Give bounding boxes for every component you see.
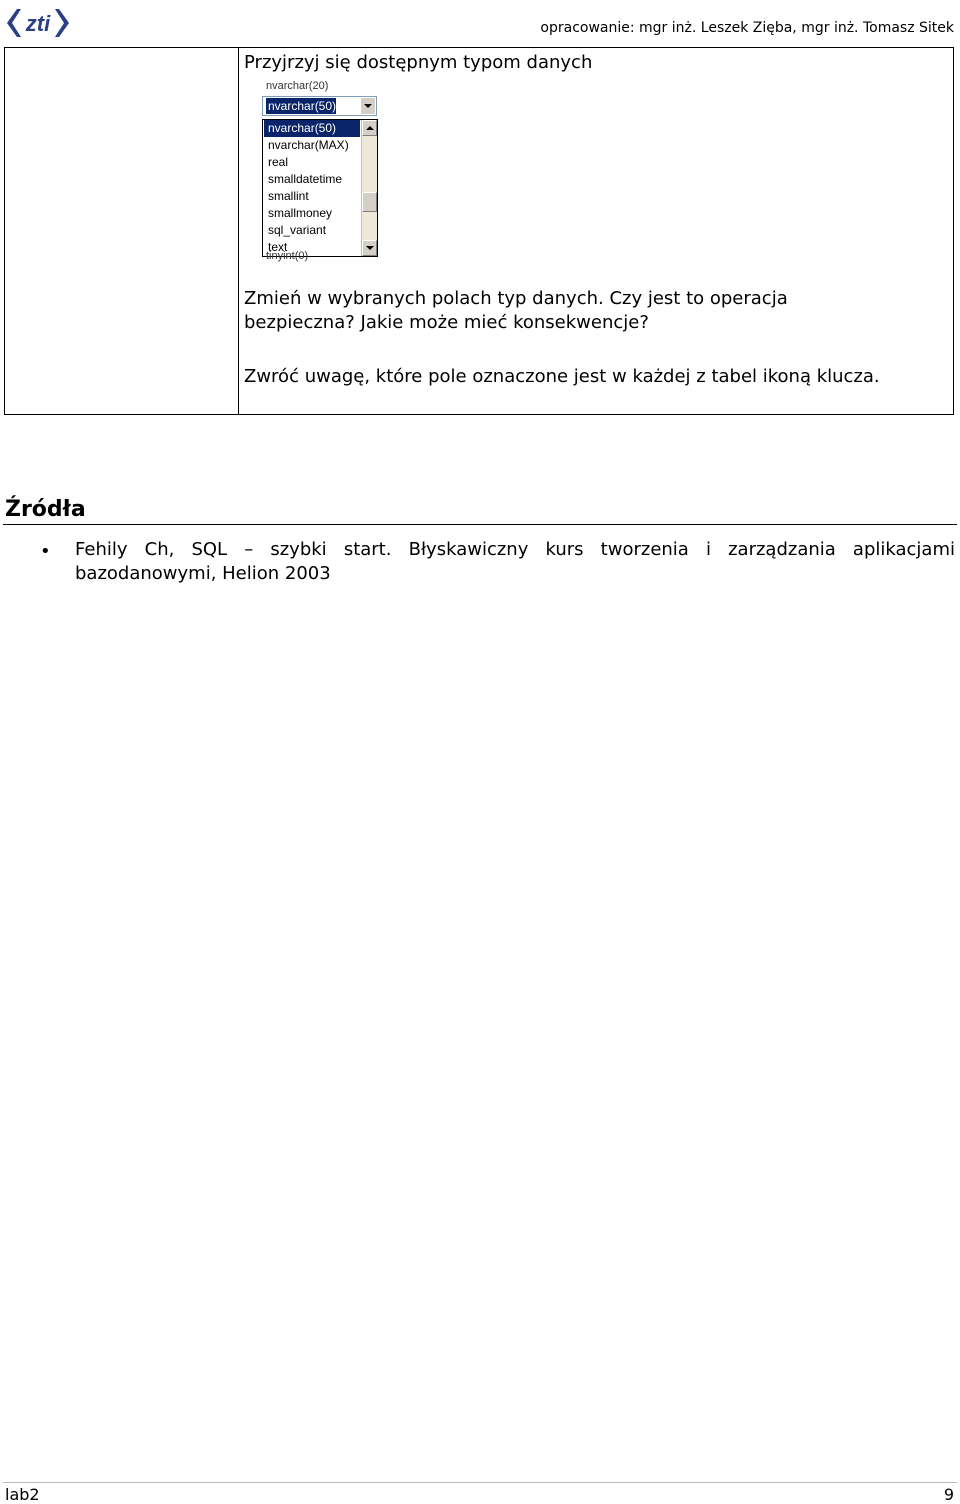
table-column-divider: [238, 47, 239, 415]
task-key-icon: Zwróć uwagę, które pole oznaczone jest w każdej z tabel ikoną klucza.: [244, 366, 880, 387]
chevron-down-icon: [364, 104, 372, 108]
select-dropdown-button[interactable]: [360, 98, 375, 114]
list-item[interactable]: smallmoney: [268, 206, 333, 220]
source-entry-line1: Fehily Ch, SQL – szybki start. Błyskawiczny kurs tworzenia i zarządzania aplikacjami: [75, 539, 955, 560]
list-item[interactable]: sql_variant: [268, 223, 327, 237]
scrollbar-thumb[interactable]: [362, 192, 377, 212]
scroll-down-button[interactable]: [362, 240, 377, 256]
task-table: [4, 47, 954, 415]
list-item[interactable]: nvarchar(50): [264, 120, 360, 137]
heading-rule: [3, 524, 957, 525]
list-item[interactable]: real: [268, 155, 289, 169]
list-item[interactable]: smallint: [268, 189, 309, 203]
header-author: opracowanie: mgr inż. Leszek Zięba, mgr inż. Tomasz Sitek: [540, 20, 954, 36]
sources-heading: Źródła: [5, 497, 86, 522]
datatype-select-value: nvarchar(50): [268, 99, 337, 113]
zti-logo-icon: [5, 5, 71, 41]
bullet: •: [40, 541, 51, 562]
footer-lab-label: lab2: [5, 1485, 40, 1504]
list-item[interactable]: text: [268, 240, 288, 254]
list-item[interactable]: smalldatetime: [268, 172, 343, 186]
task-change-type: Zmień w wybranych polach typ danych. Czy jest to operacja: [244, 288, 788, 309]
footer-rule: [3, 1482, 957, 1483]
task-consequences: bezpieczna? Jakie może mieć konsekwencje?: [244, 312, 649, 333]
zti-logo: [5, 5, 71, 41]
list-scrollbar[interactable]: [361, 120, 377, 256]
dropdown-below-item: tinyint(0): [266, 250, 309, 262]
task-datatypes: Przyjrzyj się dostępnym typom danych: [244, 52, 593, 73]
chevron-up-icon: [366, 126, 374, 130]
source-entry-line2: bazodanowymi, Helion 2003: [75, 563, 331, 584]
dropdown-above-item: nvarchar(20): [266, 80, 329, 92]
svg-text:zti: zti: [25, 11, 51, 36]
page-number: 9: [943, 1485, 954, 1504]
scroll-up-button[interactable]: [362, 120, 377, 136]
list-item[interactable]: nvarchar(MAX): [268, 138, 349, 152]
chevron-down-icon: [366, 246, 374, 250]
